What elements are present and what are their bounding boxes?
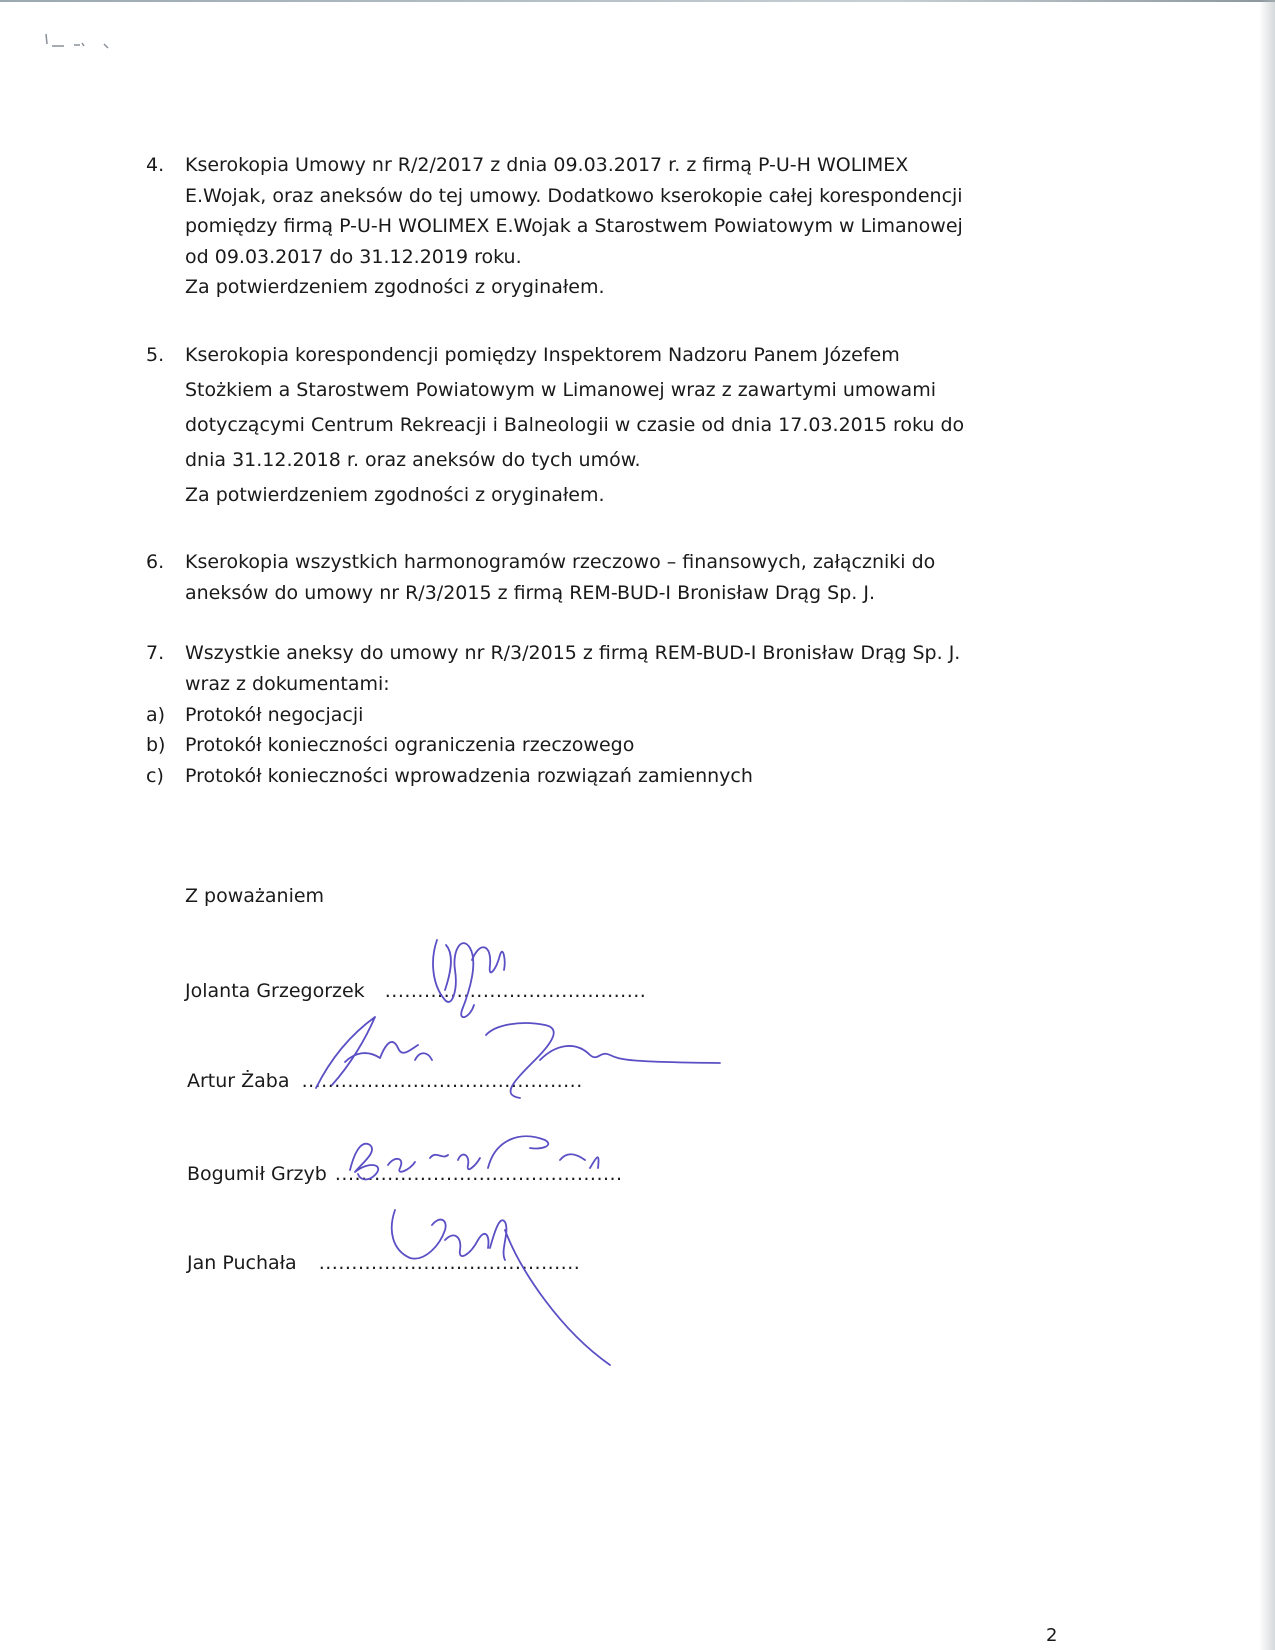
item-line: Za potwierdzeniem zgodności z oryginałem. bbox=[185, 484, 605, 506]
signature-line: ........................................... bbox=[301, 1070, 583, 1092]
signatory-name: Artur Żaba bbox=[187, 1070, 290, 1092]
list-item-4 bbox=[146, 150, 1045, 303]
signature-jan bbox=[392, 1210, 610, 1365]
signature-jolanta bbox=[433, 940, 505, 1017]
closing-salutation: Z poważaniem bbox=[185, 885, 325, 907]
signature-line: ........................................ bbox=[318, 1252, 581, 1274]
sub-item-marker: a) bbox=[146, 704, 166, 726]
item-line: pomiędzy firmą P-U-H WOLIMEX E.Wojak a Starostwem Powiatowym w Limanowej bbox=[185, 215, 963, 237]
signature-line: ........................................ bbox=[384, 980, 647, 1002]
list-item-7 bbox=[146, 638, 1045, 699]
item-line: Kserokopia korespondencji pomiędzy Inspektorem Nadzoru Panem Józefem bbox=[185, 344, 900, 366]
sub-item-a bbox=[146, 700, 1045, 731]
sub-item-text: Protokół konieczności wprowadzenia rozwiązań zamiennych bbox=[185, 765, 753, 787]
signatory-name: Jan Puchała bbox=[187, 1252, 297, 1274]
item-number: 4. bbox=[146, 154, 165, 176]
item-number: 5. bbox=[146, 344, 165, 366]
scan-marks bbox=[44, 30, 124, 52]
item-line: Stożkiem a Starostwem Powiatowym w Limanowej wraz z zawartymi umowami bbox=[185, 379, 936, 401]
item-line: od 09.03.2017 do 31.12.2019 roku. bbox=[185, 245, 522, 268]
item-line: dotyczącymi Centrum Rekreacji i Balneologii w czasie od dnia 17.03.2015 roku do bbox=[185, 414, 965, 436]
signatory-row-3 bbox=[187, 1163, 623, 1185]
signatory-name: Bogumił Grzyb bbox=[187, 1163, 327, 1185]
sub-item-b bbox=[146, 730, 1045, 761]
item-line: Wszystkie aneksy do umowy nr R/3/2015 z firmą REM-BUD-I Bronisław Drąg Sp. J. bbox=[185, 642, 961, 664]
sub-item-marker: b) bbox=[146, 734, 166, 756]
scan-edge-top bbox=[0, 0, 1275, 2]
signatory-row-2 bbox=[187, 1070, 583, 1092]
list-item-6 bbox=[146, 547, 1045, 608]
list-item-5 bbox=[146, 338, 1045, 513]
signatory-name: Jolanta Grzegorzek bbox=[185, 980, 365, 1002]
sub-item-marker: c) bbox=[146, 765, 164, 787]
page-number: 2 bbox=[1046, 1625, 1058, 1646]
item-line: dnia 31.12.2018 r. oraz aneksów do tych umów. bbox=[185, 449, 641, 471]
signature-line: ............................................ bbox=[334, 1163, 623, 1185]
item-number: 6. bbox=[146, 551, 165, 573]
signatory-row-4 bbox=[187, 1252, 580, 1274]
item-number: 7. bbox=[146, 642, 165, 664]
item-line: E.Wojak, oraz aneksów do tej umowy. Dodatkowo kserokopie całej korespondencji bbox=[185, 184, 963, 207]
item-line: aneksów do umowy nr R/3/2015 z firmą REM-BUD-I Bronisław Drąg Sp. J. bbox=[185, 581, 876, 604]
scan-edge-right bbox=[1259, 0, 1275, 1650]
sub-item-text: Protokół konieczności ograniczenia rzeczowego bbox=[185, 734, 635, 756]
sub-item-text: Protokół negocjacji bbox=[185, 704, 364, 726]
item-line: Za potwierdzeniem zgodności z oryginałem. bbox=[185, 276, 605, 298]
signatory-row-1 bbox=[185, 980, 646, 1002]
item-line: Kserokopia Umowy nr R/2/2017 z dnia 09.03.2017 r. z firmą P-U-H WOLIMEX bbox=[185, 154, 909, 176]
sub-item-c bbox=[146, 761, 1045, 792]
item-line: wraz z dokumentami: bbox=[185, 672, 390, 695]
item-line: Kserokopia wszystkich harmonogramów rzeczowo – finansowych, załączniki do bbox=[185, 551, 936, 573]
